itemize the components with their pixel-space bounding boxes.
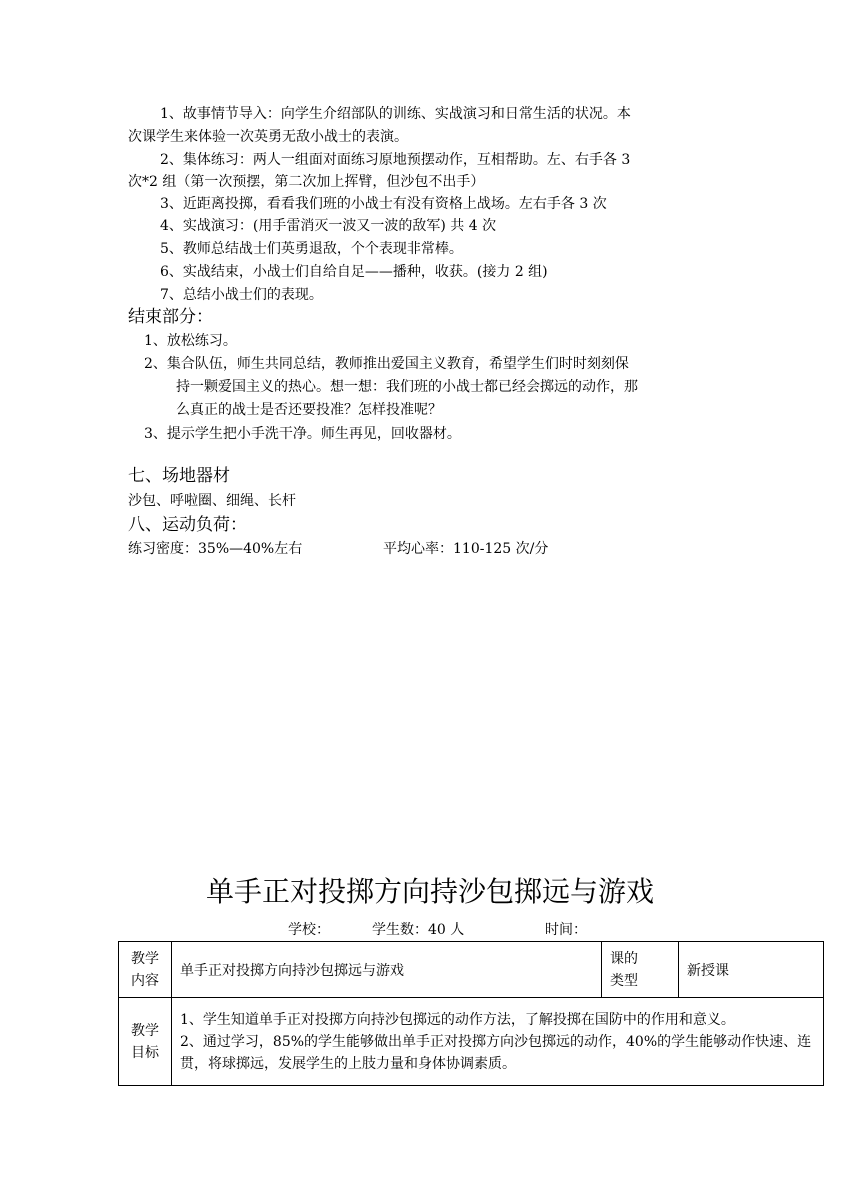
- ending-item-2-cont2: 么真正的战士是否还要投准？怎样投准呢？: [176, 402, 442, 418]
- type-value: 新授课: [687, 962, 729, 979]
- goal-value-cell: [172, 998, 824, 1086]
- school-label: 学校：: [288, 922, 330, 938]
- goal-label: 教学目标: [131, 1022, 159, 1061]
- process-item-6: 6、实战结束，小战士们自给自足——播种，收获。(接力 2 组): [160, 264, 548, 280]
- ending-item-3: 3、提示学生把小手洗干净。师生再见，回收器材。: [144, 426, 461, 442]
- practice-density: 练习密度：35%—40%左右: [128, 541, 303, 557]
- heart-rate: 平均心率：110-125 次/分: [383, 541, 549, 557]
- content-label: 教学内容: [131, 950, 159, 989]
- goal-item-2: 2、通过学习，85%的学生能够做出单手正对投掷方向沙包掷远的动作，40%的学生能够动作快速、连贯，将球掷远，发展学生的上肢力量和身体协调素质。: [180, 1033, 812, 1072]
- lesson-title: 单手正对投掷方向持沙包掷远与游戏: [205, 875, 654, 908]
- content-value-cell: [172, 942, 602, 998]
- goal-item-1: 1、学生知道单手正对投掷方向持沙包掷远的动作方法，了解投掷在国防中的作用和意义。: [180, 1011, 735, 1028]
- process-item-4: 4、实战演习：(用手雷消灭一波又一波的敌军) 共 4 次: [160, 218, 497, 234]
- students-label: 学生数：40 人: [372, 922, 465, 938]
- lesson-table: [118, 941, 824, 1086]
- venue-heading: 七、场地器材: [128, 466, 230, 486]
- process-item-7: 7、总结小战士们的表现。: [160, 287, 323, 303]
- venue-equipment: 沙包、呼啦圈、细绳、长杆: [128, 493, 296, 509]
- table-row: [119, 998, 824, 1086]
- process-item-2: 2、集体练习：两人一组面对面练习原地预摆动作，互相帮助。左、右手各 3: [160, 152, 631, 168]
- goal-label-cell: [119, 998, 172, 1086]
- process-item-2-cont: 次*2 组（第一次预摆，第二次加上挥臂，但沙包不出手）: [128, 174, 485, 190]
- process-item-1: 1、故事情节导入：向学生介绍部队的训练、实战演习和日常生活的状况。本: [160, 106, 631, 122]
- content-label-cell: [119, 942, 172, 998]
- ending-item-1: 1、放松练习。: [144, 333, 237, 349]
- load-heading: 八、运动负荷：: [128, 515, 247, 535]
- process-item-5: 5、教师总结战士们英勇退敌，个个表现非常棒。: [160, 241, 463, 257]
- table-row: [119, 942, 824, 998]
- process-item-3: 3、近距离投掷，看看我们班的小战士有没有资格上战场。左右手各 3 次: [160, 196, 607, 212]
- type-label: 课的类型: [610, 950, 638, 989]
- ending-item-2: 2、集合队伍，师生共同总结，教师推出爱国主义教育，希望学生们时时刻刻保: [144, 356, 629, 372]
- ending-item-2-cont: 持一颗爱国主义的热心。想一想：我们班的小战士都已经会掷远的动作，那: [176, 379, 638, 395]
- process-item-1-cont: 次课学生来体验一次英勇无敌小战士的表演。: [128, 129, 408, 145]
- ending-heading: 结束部分：: [128, 307, 213, 327]
- content-value: 单手正对投掷方向持沙包掷远与游戏: [180, 962, 404, 979]
- type-label-cell: [602, 942, 679, 998]
- time-label: 时间：: [545, 922, 587, 938]
- type-value-cell: [679, 942, 824, 998]
